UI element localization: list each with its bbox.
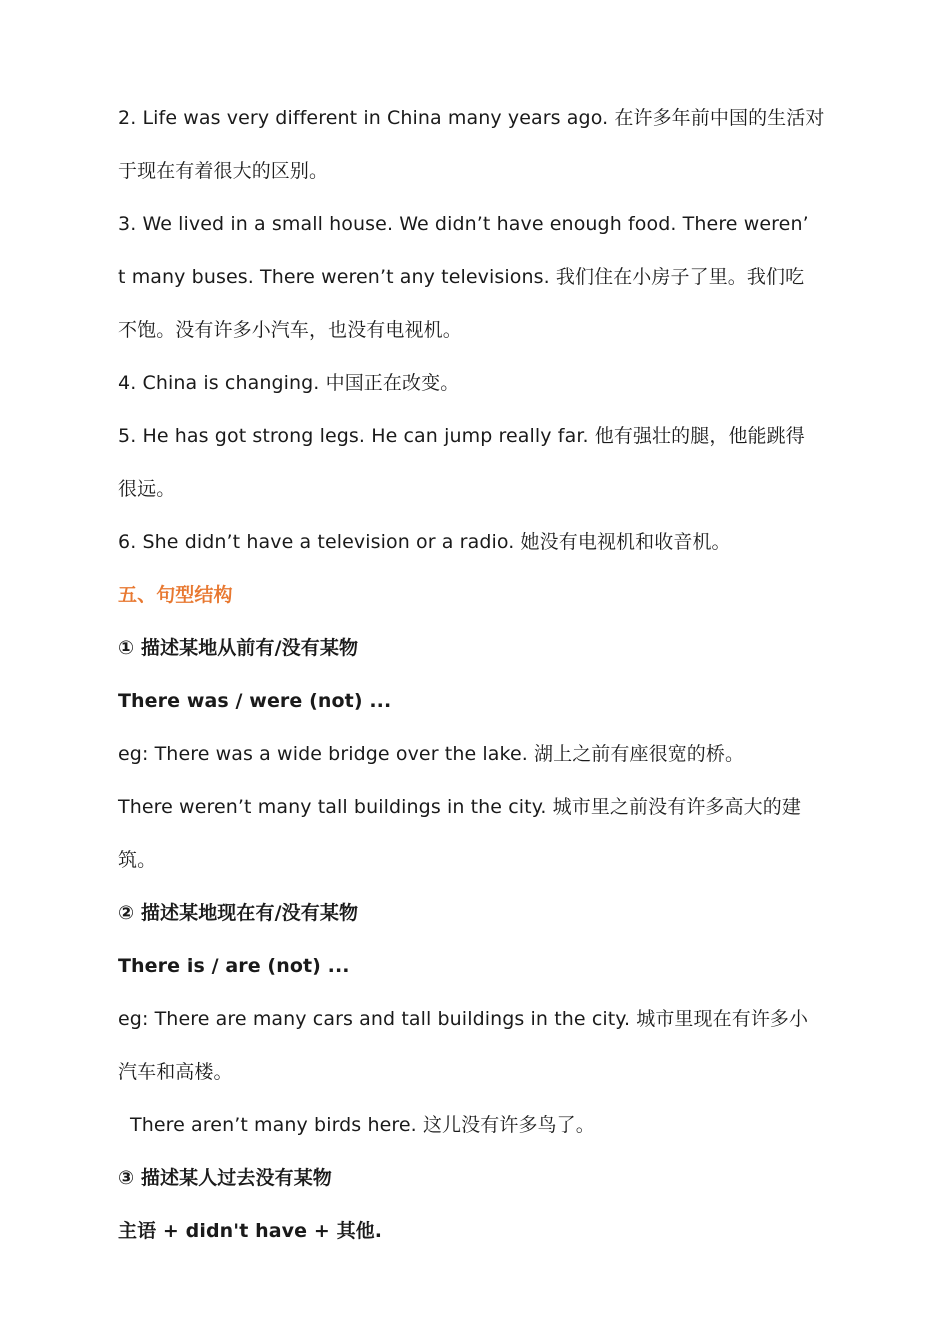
sentence-3-line-3: 不饱。没有许多小汽车，也没有电视机。 [118,319,462,341]
pattern-2-example-1-line-2: 汽车和高楼。 [118,1061,233,1083]
sentence-2-line-2: 于现在有着很大的区别。 [118,160,329,182]
section-heading: 五、句型结构 [118,584,233,606]
sentence-6: 6. She didn’t have a television or a radio. 她没有电视机和收音机。 [118,531,731,553]
pattern-2-example-2: There aren’t many birds here. 这儿没有许多鸟了。 [130,1114,595,1136]
pattern-2-example-1-line-1: eg: There are many cars and tall buildings in the city. 城市里现在有许多小 [118,1008,809,1030]
pattern-1-title: ① 描述某地从前有/没有某物 [118,637,359,659]
pattern-2-title: ② 描述某地现在有/没有某物 [118,902,359,924]
sentence-3-line-2: t many buses. There weren’t any televisions. 我们住在小房子了里。我们吃 [118,266,805,288]
pattern-1-example-2-line-2: 筑。 [118,849,157,871]
sentence-5-line-1: 5. He has got strong legs. He can jump really far. 他有强壮的腿，他能跳得 [118,425,805,447]
pattern-1-example-2-line-1: There weren’t many tall buildings in the city. 城市里之前没有许多高大的建 [118,796,801,818]
pattern-1-formula: There was / were (not) ... [118,690,392,712]
pattern-3-title: ③ 描述某人过去没有某物 [118,1167,332,1189]
pattern-3-formula: 主语 + didn't have + 其他. [118,1220,383,1242]
pattern-1-example-1: eg: There was a wide bridge over the lake. 湖上之前有座很宽的桥。 [118,743,745,765]
pattern-2-formula: There is / are (not) ... [118,955,350,977]
sentence-2-line-1: 2. Life was very different in China many years ago. 在许多年前中国的生活对 [118,107,825,129]
sentence-4: 4. China is changing. 中国正在改变。 [118,372,460,394]
sentence-5-line-2: 很远。 [118,478,176,500]
sentence-3-line-1: 3. We lived in a small house. We didn’t have enough food. There weren’ [118,213,809,235]
